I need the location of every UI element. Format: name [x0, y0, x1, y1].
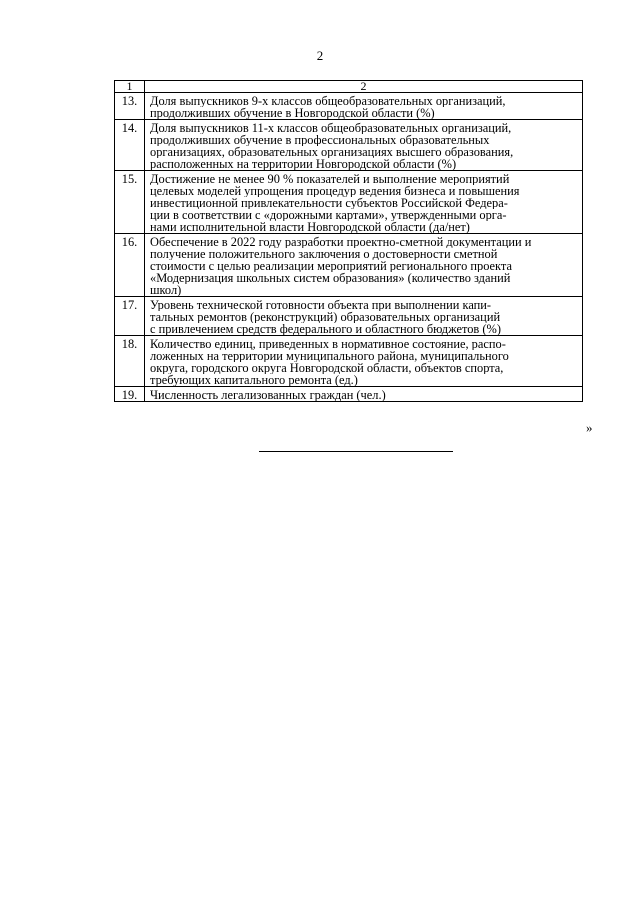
text-line: Численность легализованных граждан (чел.) [150, 389, 386, 401]
header-cell-number: 1 [115, 81, 145, 93]
row-number: 16. [115, 234, 145, 297]
table-row [115, 171, 583, 234]
text-line: ложенных на территории муниципального района, муниципального [150, 350, 509, 362]
text-line: Достижение не менее 90 % показателей и выполнение мероприятий [150, 173, 510, 185]
text-line: школ) [150, 284, 182, 296]
text-line: Количество единиц, приведенных в нормативное состояние, распо- [150, 338, 506, 350]
indicators-table [114, 80, 583, 402]
text-line: инвестиционной привлекательности субъектов Российской Федера- [150, 197, 508, 209]
row-number: 13. [115, 93, 145, 120]
table-row [115, 336, 583, 387]
table-header-row [115, 81, 583, 93]
text-line: Доля выпускников 9-х классов общеобразовательных организаций, [150, 95, 506, 107]
text-line: Доля выпускников 11-х классов общеобразовательных организаций, [150, 122, 512, 134]
row-number: 19. [115, 387, 145, 402]
text-line: нами исполнительной власти Новгородской области (да/нет) [150, 221, 470, 233]
text-line: расположенных на территории Новгородской области (%) [150, 158, 457, 170]
row-text [145, 387, 583, 402]
text-line: организациях, образовательных организациях высшего образования, [150, 146, 514, 158]
table-row [115, 93, 583, 120]
row-number: 18. [115, 336, 145, 387]
text-line: тальных ремонтов (реконструкций) образовательных организаций [150, 311, 501, 323]
header-cell-text: 2 [145, 81, 583, 93]
row-number: 17. [115, 297, 145, 336]
table-row [115, 234, 583, 297]
text-line: округа, городского округа Новгородской области, объектов спорта, [150, 362, 504, 374]
table-row [115, 120, 583, 171]
text-line: требующих капитального ремонта (ед.) [150, 374, 358, 386]
row-text [145, 336, 583, 387]
text-line: Уровень технической готовности объекта при выполнении капи- [150, 299, 492, 311]
page-number: 2 [316, 48, 324, 63]
text-line: продолживших обучение в профессиональных образовательных [150, 134, 490, 146]
row-number: 15. [115, 171, 145, 234]
table-row [115, 387, 583, 402]
table-row [115, 297, 583, 336]
text-line: целевых моделей упрощения процедур ведения бизнеса и повышения [150, 185, 520, 197]
row-text [145, 234, 583, 297]
text-line: Обеспечение в 2022 году разработки проектно-сметной документации и [150, 236, 532, 248]
text-line: ции в соответствии с «дорожными картами», утвержденными орга- [150, 209, 507, 221]
text-line: стоимости с целью реализации мероприятий регионального проекта [150, 260, 512, 272]
row-text [145, 120, 583, 171]
row-number: 14. [115, 120, 145, 171]
end-of-document-rule [259, 451, 453, 452]
closing-quote-mark: » [586, 420, 593, 435]
text-line: с привлечением средств федерального и областного бюджетов (%) [150, 323, 501, 335]
text-line: продолживших обучение в Новгородской области (%) [150, 107, 435, 119]
row-text [145, 93, 583, 120]
row-text [145, 297, 583, 336]
text-line: «Модернизация школьных систем образования» (количество зданий [150, 272, 511, 284]
text-line: получение положительного заключения о достоверности сметной [150, 248, 498, 260]
row-text [145, 171, 583, 234]
